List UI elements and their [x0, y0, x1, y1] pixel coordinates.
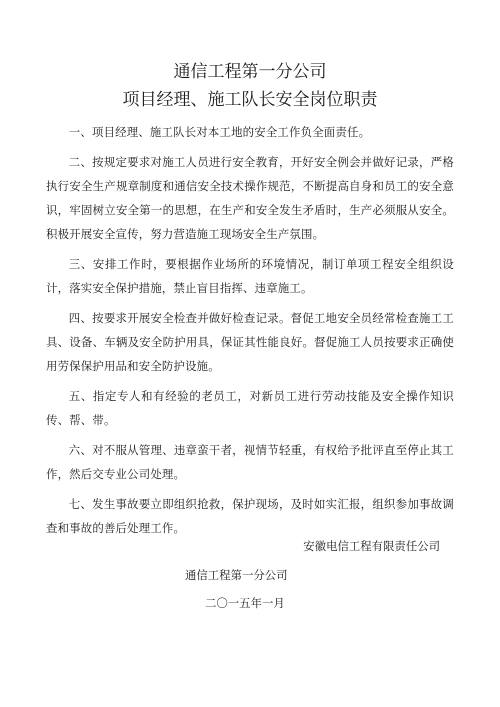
- duty-paragraph-4: 四、按要求开展安全检查并做好检查记录。督促工地安全员经常检查施工工具、设备、车辆及安全防护用具，保证其性能良好。督促施工人员按要求正确使用劳保保护用品和安全防护设施。: [46, 311, 454, 373]
- document-title-line1: 通信工程第一分公司: [173, 62, 327, 82]
- duty-paragraph-1: 一、项目经理、施工队长对本工地的安全工作负全面责任。: [68, 125, 371, 139]
- duty-paragraph-3: 三、安排工作时，要根据作业场所的环境情况，制订单项工程安全组织设计，落实安全保护措施，禁止盲目指挥、违章施工。: [46, 257, 454, 295]
- duty-paragraph-5: 五、指定专人和有经验的老员工，对新员工进行劳动技能及安全操作知识传、帮、带。: [46, 389, 454, 427]
- signature-department: 通信工程第一分公司: [185, 568, 288, 582]
- signature-date: 二〇一五年一月: [205, 596, 285, 610]
- duty-list: [46, 120, 454, 540]
- duty-paragraph-2: 二、按规定要求对施工人员进行安全教育，开好安全例会并做好记录，严格执行安全生产规章制度和通信安全技术操作规范，不断提高自身和员工的安全意识，牢固树立安全第一的思想，在生产和安全发生矛盾时，生产必须服从安全。积极开展安全宣传，努力营造施工现场安全生产氛围。: [46, 155, 454, 241]
- duty-paragraph-6: 六、对不服从管理、违章蛮干者，视情节轻重，有权给予批评直至停止其工作，然后交专业公司处理。: [46, 443, 454, 481]
- document-title-line2: 项目经理、施工队长安全岗位职责: [122, 90, 378, 110]
- duty-paragraph-7: 七、发生事故要立即组织抢救，保护现场，及时如实汇报，组织参加事故调查和事故的善后处理工作。: [46, 497, 454, 535]
- signature-company: 安徽电信工程有限责任公司: [303, 539, 440, 553]
